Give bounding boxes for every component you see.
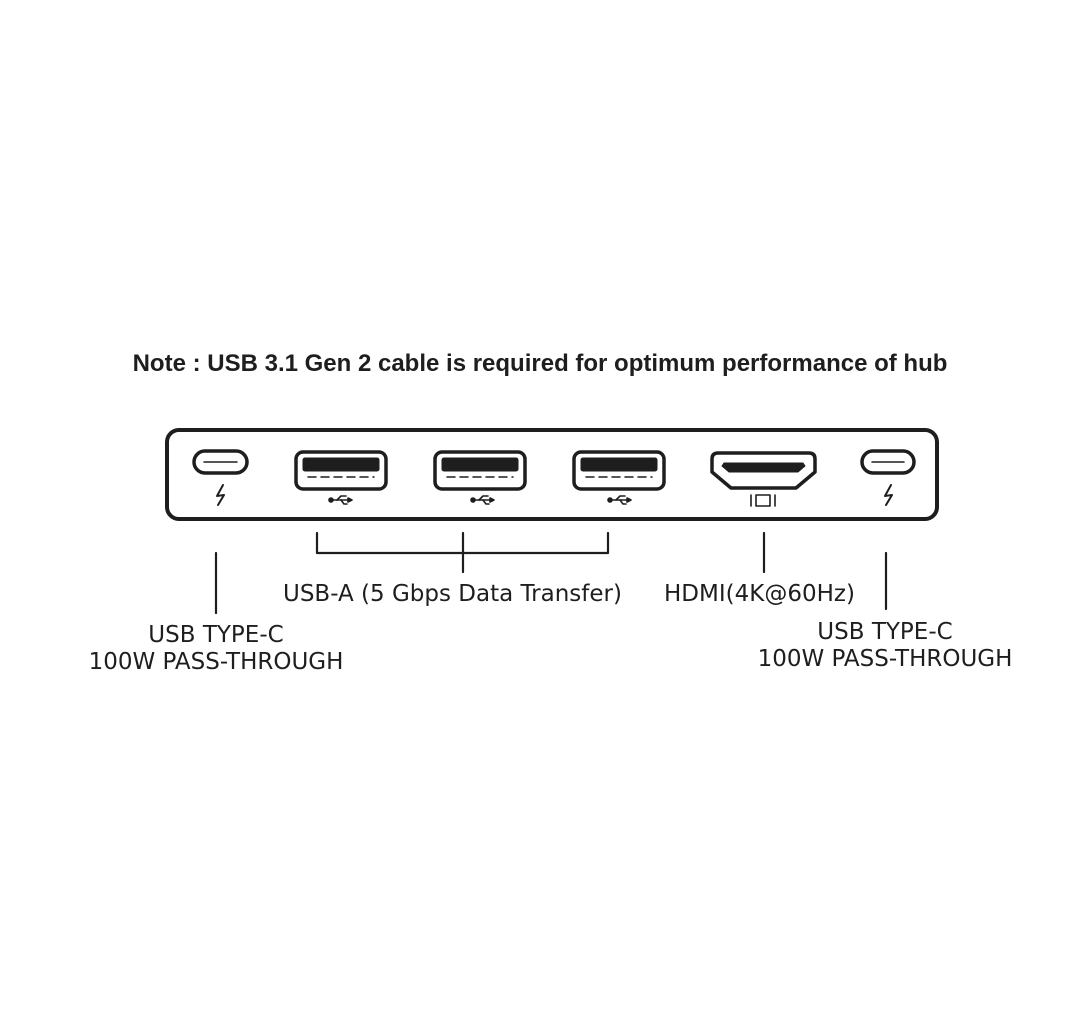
usb-a-port-3 xyxy=(574,452,664,489)
hub-body xyxy=(167,430,937,519)
usb-trident-icon xyxy=(329,496,352,504)
label-usbc-left-line2: 100W PASS-THROUGH xyxy=(88,649,344,675)
usb-trident-icon xyxy=(608,496,631,504)
lightning-icon xyxy=(217,485,224,505)
label-usbc-right xyxy=(735,619,1035,673)
label-usbc-right-line2: 100W PASS-THROUGH xyxy=(757,646,1013,672)
usb-c-port-right xyxy=(862,451,914,473)
label-usba: USB-A (5 Gbps Data Transfer) xyxy=(283,581,622,607)
usb-a-port-2 xyxy=(435,452,525,489)
hdmi-port xyxy=(712,453,815,488)
hdmi-symbol-icon xyxy=(751,495,775,506)
label-usbc-left-line1: USB TYPE-C xyxy=(148,622,284,648)
label-usbc-right-line1: USB TYPE-C xyxy=(817,619,953,645)
usb-trident-icon xyxy=(471,496,494,504)
label-usbc-left xyxy=(66,622,366,676)
lightning-icon xyxy=(885,485,892,505)
usb-c-port-left xyxy=(194,451,247,473)
usb-a-port-1 xyxy=(296,452,386,489)
label-hdmi: HDMI(4K@60Hz) xyxy=(664,581,855,607)
note-text: Note : USB 3.1 Gen 2 cable is required for optimum performance of hub xyxy=(132,350,948,377)
